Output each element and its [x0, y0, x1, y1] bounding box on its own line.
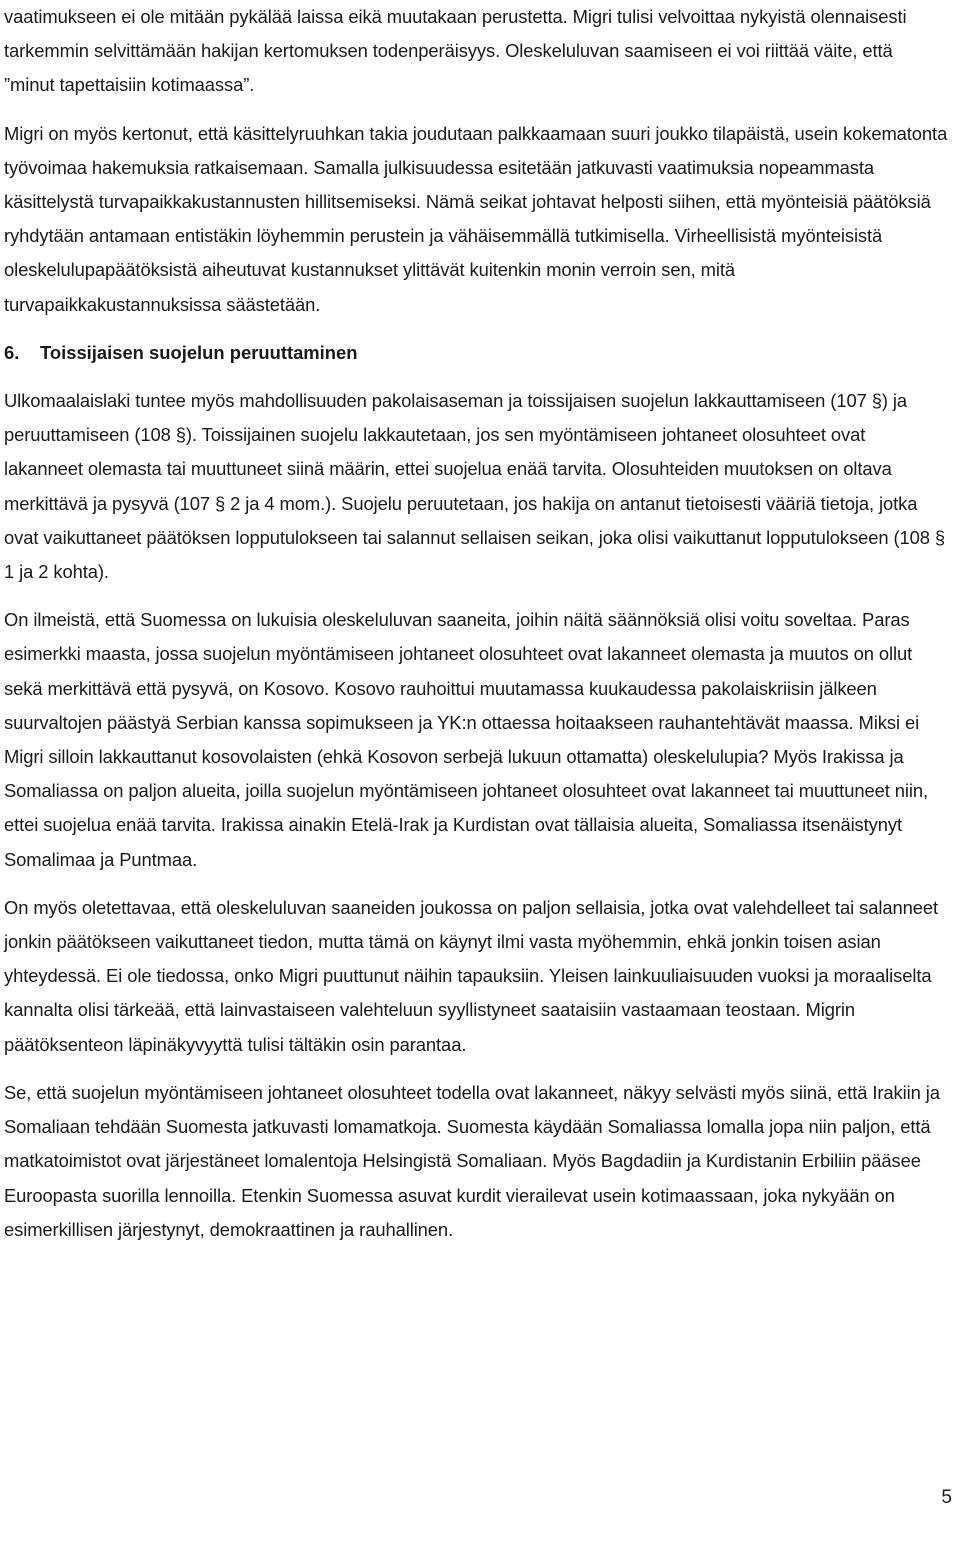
section-number: 6.	[4, 341, 20, 363]
document-page	[4, 0, 948, 1247]
paragraph-holiday-travel: Se, että suojelun myöntämiseen johtaneet olosuhteet todella ovat lakanneet, näkyy selvästi myös siinä, että Irakiin ja Somaliaan tehdään Suomesta jatkuvasti lomamatkoja. Suomesta käydään Somaliassa lomalla jopa niin paljon, että matkatoimistot ovat järjestäneet lomalentoja Helsingistä Somaliaan. Myös Bagdadiin ja Kurdistanin Erbiliin pääsee Euroopasta suorilla lennoilla. Etenkin Suomessa asuvat kurdit vierailevat usein kotimaassaan, joka nykyään on esimerkillisen järjestynyt, demokraattinen ja rauhallinen.	[4, 1081, 940, 1240]
paragraph-false-information: On myös oletettavaa, että oleskeluluvan saaneiden joukossa on paljon sellaisia, jotka ovat valehdelleet tai salanneet jonkin päätökseen vaikuttaneet tiedon, mutta tämä on käynyt ilmi vasta myöhemmin, ehkä jonkin toisen asian yhteydessä. Ei ole tiedossa, onko Migri puuttunut näihin tapauksiin. Yleisen lainkuuliaisuuden vuoksi ja moraaliselta kannalta olisi tärkeää, että lainvastaiseen valehteluun syyllistyneet saataisiin vastaamaan teostaan. Migrin päätöksenteon läpinäkyvyyttä tulisi tältäkin osin parantaa.	[4, 896, 938, 1055]
section-heading	[4, 336, 948, 370]
paragraph-kosovo-example: On ilmeistä, että Suomessa on lukuisia oleskeluluvan saaneita, joihin näitä säännöksiä olisi voitu soveltaa. Paras esimerkki maasta, jossa suojelun myöntämiseen johtaneet olosuhteet ovat lakanneet olemasta ja muutos on ollut sekä merkittävä että pysyvä, on Kosovo. Kosovo rauhoittui muutamassa kuukaudessa pakolaiskriisin jälkeen suurvaltojen päästyä Serbian kanssa sopimukseen ja YK:n ottaessa hoitaakseen rauhantehtävät maassa. Miksi ei Migri silloin lakkauttanut kosovolaisten (ehkä Kosovon serbejä lukuun ottamatta) oleskelulupia? Myös Irakissa ja Somaliassa on paljon alueita, joilla suojelun myöntämiseen johtaneet olosuhteet ovat lakanneet tai muuttuneet niin, ettei suojelua enää tarvita. Irakissa ainakin Etelä-Irak ja Kurdistan ovat tällaisia alueita, Somaliassa itsenäistynyt Somalimaa ja Puntmaa.	[4, 609, 928, 870]
page-number: 5	[941, 1487, 952, 1508]
section-title: Toissijaisen suojelun peruuttaminen	[40, 341, 358, 363]
paragraph-processing-backlog: Migri on myös kertonut, että käsittelyruuhkan takia joudutaan palkkaamaan suuri joukko tilapäistä, usein kokematonta työvoimaa hakemuksia ratkaisemaan. Samalla julkisuudessa esitetään jatkuvasti vaatimuksia nopeammasta käsittelystä turvapaikkakustannusten hillitsemiseksi. Nämä seikat johtavat helposti siihen, että myönteisiä päätöksiä ryhdytään antamaan entistäkin löyhemmin perustein ja vähäisemmällä tutkimisella. Virheellisistä myönteisistä oleskelulupapäätöksistä aiheutuvat kustannukset ylittävät kuitenkin monin verroin sen, mitä turvapaikkakustannuksissa säästetään.	[4, 122, 948, 315]
paragraph-continuation: vaatimukseen ei ole mitään pykälää laissa eikä muutakaan perustetta. Migri tulisi velvoittaa nykyistä olennaisesti tarkemmin selvittämään hakijan kertomuksen todenperäisyys. Oleskeluluvan saamiseen ei voi riittää väite, että ”minut tapettaisiin kotimaassa”.	[4, 6, 907, 96]
paragraph-legal-basis: Ulkomaalaislaki tuntee myös mahdollisuuden pakolaisaseman ja toissijaisen suojelun lakkauttamiseen (107 §) ja peruuttamiseen (108 §). Toissijainen suojelu lakkautetaan, jos sen myöntämiseen johtaneet olosuhteet ovat lakanneet olemasta tai muuttuneet siinä määrin, ettei suojelua enää tarvita. Olosuhteiden muutoksen on oltava merkittävä ja pysyvä (107 § 2 ja 4 mom.). Suojelu peruutetaan, jos hakija on antanut tietoisesti vääriä tietoja, jotka ovat vaikuttaneet päätöksen lopputulokseen tai salannut sellaisen seikan, joka olisi vaikuttanut lopputulokseen (108 § 1 ja 2 kohta).	[4, 390, 946, 583]
